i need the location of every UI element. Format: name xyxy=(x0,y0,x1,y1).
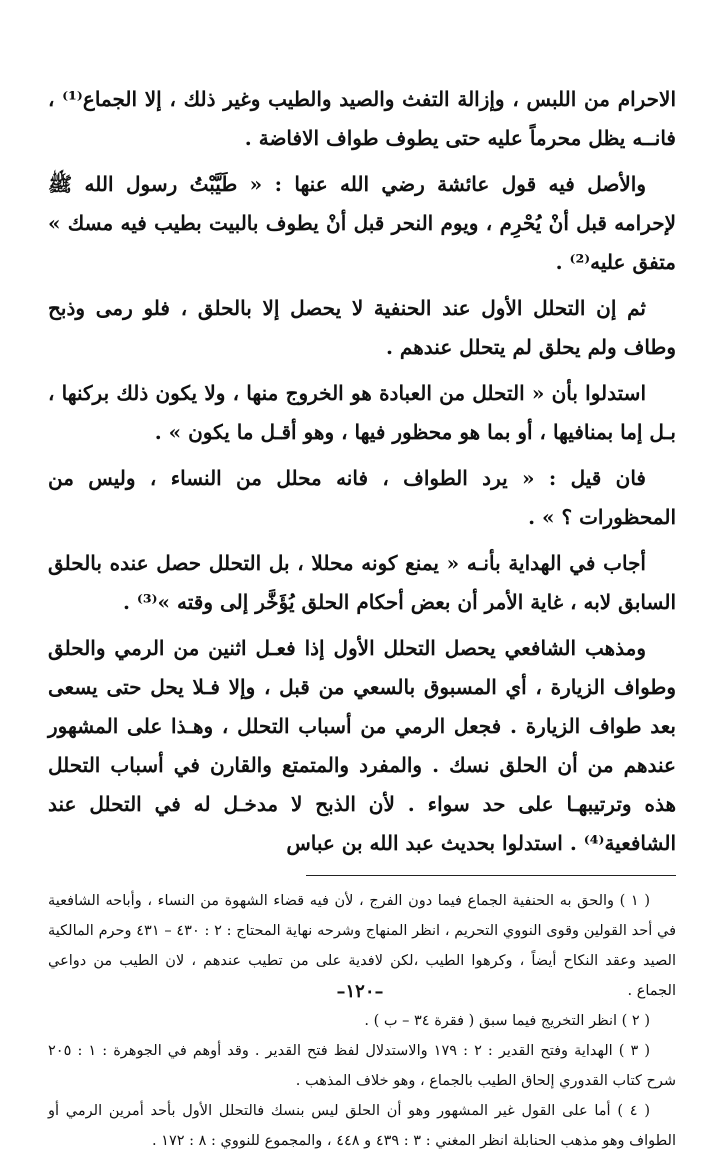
paragraph: فان قيل : « يرد الطواف ، فانه محلل من النساء ، وليس من المحظورات ؟ » . xyxy=(48,466,676,529)
page xyxy=(48,80,677,1149)
footnote: ( ١ ) والحق به الحنفية الجماع فيما دون الفرج ، لأن فيه قضاء الشهوة من النساء ، وأباحه الشافعية في أحد القولين وقوى النووي التحريم ، انظر المنهاج وشرحه نهاية المحتاج : ٢ : ٤٣٠ – ٤٣١ وحرم المالكية الصيد وعقد النكاح أيضاً ، وكرهوا الطيب ،لكن لافدية على من تطيب عندهم ، لان الطيب من دواعي الجماع . xyxy=(48,893,677,999)
paragraph: أجاب في الهداية بأنـه « يمنع كونه محللا ، بل التحلل حصل عنده بالحلق السابق لابه ، غاية الأمر أن بعض أحكام الحلق يُؤَخَّر إلى وقته »⁽³⁾ . xyxy=(48,551,676,614)
page-number: –١٢٠– xyxy=(336,981,384,1002)
paragraph: استدلوا بأن « التحلل من العبادة هو الخروج منها ، ولا يكون ذلك بركنها ، بـل إما بمنافيها ، أو بما هو محظور فيها ، وهو أقـل ما يكون » . xyxy=(48,381,676,444)
footnote: ( ٢ ) انظر التخريج فيما سبق ( فقرة ٣٤ – ب ) . xyxy=(364,1013,650,1029)
main-text xyxy=(48,80,676,863)
footnote-divider xyxy=(306,875,676,876)
footnote: ( ٤ ) أما على القول غير المشهور وهو أن الحلق ليس بنسك فالتحلل الأول بأحد أمرين الرمي أو الطواف وهو مذهب الحنابلة انظر المغني : ٣ : ٤٣٩ و ٤٤٨ ، والمجموع للنووي : ٨ : ١٧٢ . xyxy=(48,1103,676,1149)
paragraph: الاحرام من اللبس ، وإزالة التفث والصيد والطيب وغير ذلك ، إلا الجماع⁽¹⁾ ، فانــه يظل محرماً عليه حتى يطوف طواف الافاضة . xyxy=(48,87,677,150)
footnotes xyxy=(48,886,676,1156)
footnote: ( ٣ ) الهداية وفتح القدير : ٢ : ١٧٩ والاستدلال لفظ فتح القدير . وقد أوهم في الجوهرة : ١ : ٢٠٥ شرح كتاب القدوري إلحاق الطيب بالجماع ، وهو خلاف المذهب . xyxy=(48,1043,676,1089)
paragraph: ومذهب الشافعي يحصل التحلل الأول إذا فعـل اثنين من الرمي والحلق وطواف الزيارة ، أي المسبوق بالسعي من قبل ، وإلا فـلا يحل حتى يسعى بعد طواف الزيارة . فجعل الرمي من أسباب التحلل ، وهـذا على المشهور عندهم من أن الحلق نسك . والمفرد والمتمتع والقارن في أسباب التحلل هذه وترتيبهـا على حد سواء . لأن الذبح لا مدخـل له في التحلل عند الشافعية⁽⁴⁾ . استدلوا بحديث عبد الله بن عباس xyxy=(48,636,676,855)
paragraph: ثم إن التحلل الأول عند الحنفية لا يحصل إلا بالحلق ، فلو رمى وذبح وطاف ولم يحلق لم يتحلل عندهم . xyxy=(48,296,676,359)
paragraph: والأصل فيه قول عائشة رضي الله عنها : « طَيَّبْتُ رسول الله ﷺ لإحرامه قبل أنْ يُحْرِم ، ويوم النحر قبل أنْ يطوف بالبيت بطيب فيه مسك » متفق عليه⁽²⁾ . xyxy=(48,172,676,274)
